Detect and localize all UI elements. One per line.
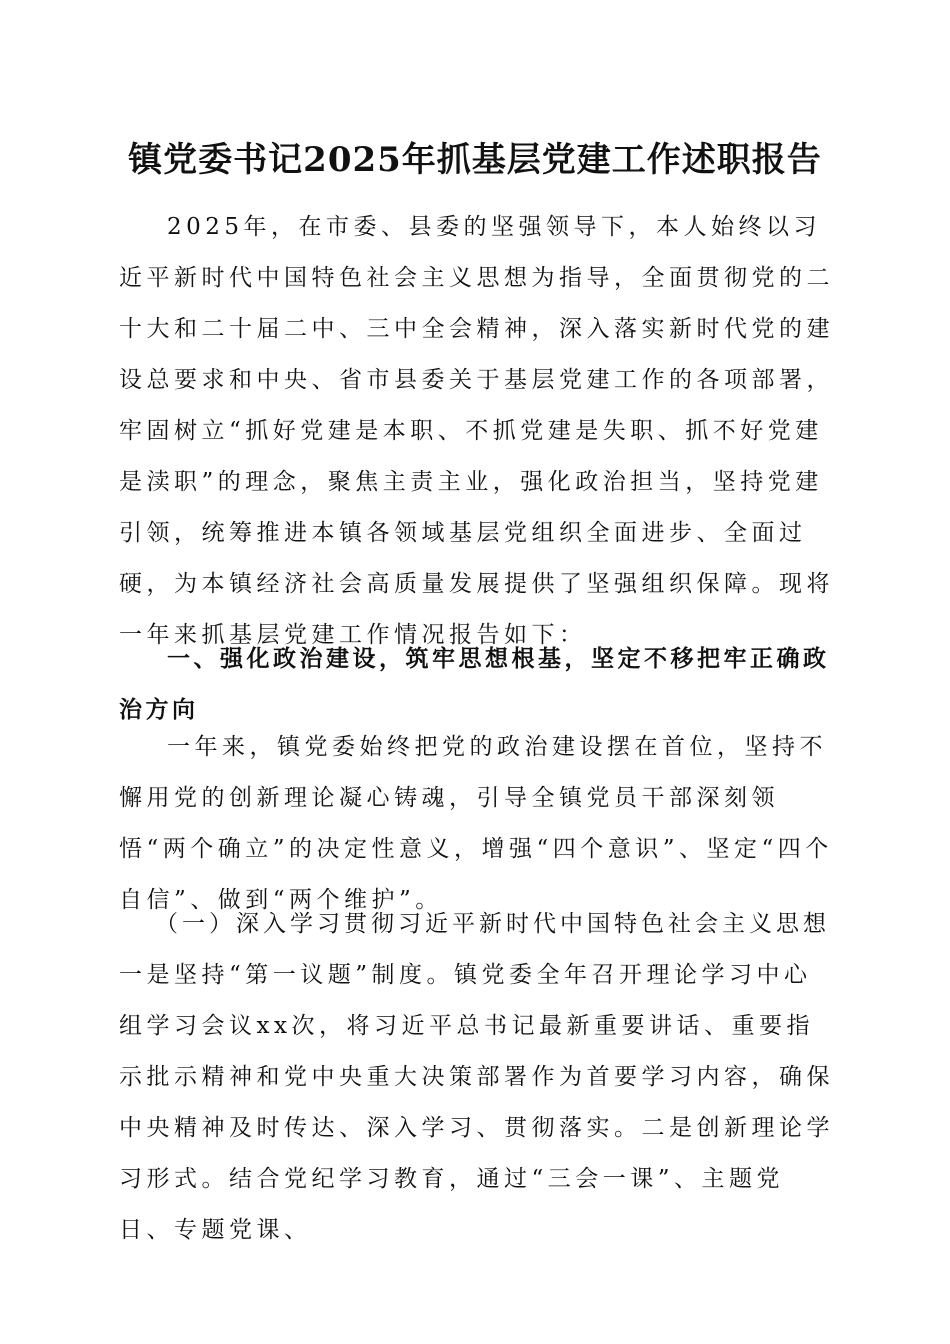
section-heading-1: 一、强化政治建设，筑牢思想根基，坚定不移把牢正确政治方向 <box>119 646 830 723</box>
section-1-paragraph: 一年来，镇党委始终把党的政治建设摆在首位，坚持不懈用党的创新理论凝心铸魂，引导全镇党员干部深刻领悟“两个确立”的决定性意义，增强“四个意识”、坚定“四个自信”、做到“两个维护”。 <box>119 734 833 913</box>
subsection-1-paragraph: 一是坚持“第一议题”制度。镇党委全年召开理论学习中心组学习会议xx次，将习近平总书记最新重要讲话、重要指示批示精神和党中央重大决策部署作为首要学习内容，确保中央精神及时传达、深入学习、贯彻落实。二是创新理论学习形式。结合党纪学习教育，通过“三会一课”、主题党日、专题党课、 <box>119 962 834 1243</box>
document-title: 镇党委书记2025年抓基层党建工作述职报告 <box>128 140 822 180</box>
intro-paragraph: 2025年，在市委、县委的坚强领导下，本人始终以习近平新时代中国特色社会主义思想为指导，全面贯彻党的二十大和二十届二中、三中全会精神，深入落实新时代党的建设总要求和中央、省市县委关于基层党建工作的各项部署，牢固树立“抓好党建是本职、不抓党建是失职、抓不好党建是渎职”的理念，聚焦主责主业，强化政治担当，坚持党建引领，统筹推进本镇各领域基层党组织全面进步、全面过硬，为本镇经济社会高质量发展提供了坚强组织保障。现将一年来抓基层党建工作情况报告如下： <box>119 214 834 648</box>
subsection-heading-1: （一）深入学习贯彻习近平新时代中国特色社会主义思想 <box>155 911 830 937</box>
